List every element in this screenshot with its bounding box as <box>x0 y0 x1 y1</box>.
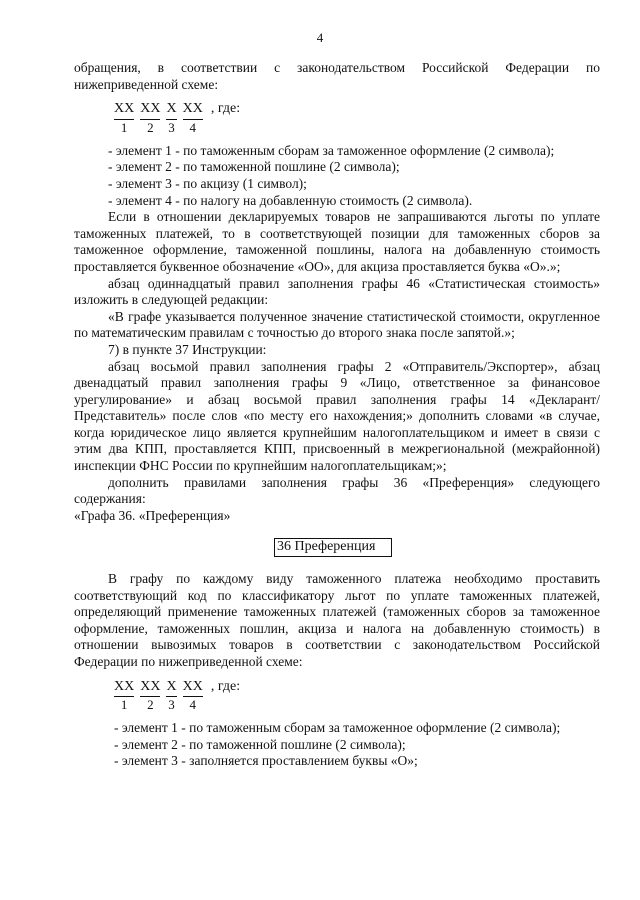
paragraph: 7) в пункте 37 Инструкции: <box>108 341 267 357</box>
schema-number: 2 <box>140 119 160 135</box>
list-item: - элемент 4 - по налогу на добавленную стоимость (2 символа). <box>108 192 473 208</box>
schema-tail: , где: <box>210 101 241 117</box>
list-item: - элемент 2 - по таможенной пошлине (2 символа); <box>114 736 406 752</box>
list-item: - элемент 3 - по акцизу (1 символ); <box>108 175 307 191</box>
schema-code: ХХ <box>114 678 135 694</box>
schema-number: 4 <box>183 696 203 712</box>
schema-segment <box>114 679 134 713</box>
schema-tail: , где: <box>210 678 241 694</box>
paragraph: дополнить правилами заполнения графы 36 «Преференция» следующего содержания: <box>74 474 600 507</box>
paragraph: В графу по каждому виду таможенного платежа необходимо проставить соответствующий код по классификатору льгот по уплате таможенных платежей, определяющий применение таможенных платежей (таможенных сборов за таможенное оформление, таможенных пошлин, акциза и налога на добавленную стоимость) в отношении вывозимых товаров в соответствии с законодательством Российской Федерации по нижеприведенной схеме: <box>74 571 600 669</box>
list-item: - элемент 1 - по таможенным сборам за таможенное оформление (2 символа); <box>108 142 555 158</box>
schema-code: Х <box>166 678 177 694</box>
paragraph: абзац восьмой правил заполнения графы 2 «Отправитель/Экспортер», абзац двенадцатый правил заполнения графы 9 «Лицо, ответственное за финансовое урегулирование» и абзац восьмой правил заполнения графы 14 «Декларант/Представитель» после слов «по месту его нахождения;» дополнить словами «в случае, когда юридическое лицо является крупнейшим налогоплательщиком и имеет в связи с этим два КПП, проставляется КПП, присвоенный в межрегиональной (межрайонной) инспекции ФНС России по крупнейшим налогоплательщикам;»; <box>74 358 600 474</box>
page-number: 4 <box>316 30 324 45</box>
schema-segment <box>166 101 176 135</box>
schema-code: ХХ <box>140 101 161 117</box>
schema-code: ХХ <box>114 101 135 117</box>
code-schema <box>114 101 240 135</box>
list-item: - элемент 2 - по таможенной пошлине (2 символа); <box>108 159 400 175</box>
schema-code: ХХ <box>140 678 161 694</box>
paragraph: Если в отношении декларируемых товаров не запрашиваются льготы по уплате таможенных платежей, то в соответствующей позиции для таможенных сборов за таможенное оформление, таможенной пошлины, налога на добавленную стоимость проставляется буквенное обозначение «ОО», для акциза проставляется буква «О».»; <box>74 209 600 274</box>
list-item: - элемент 3 - заполняется проставлением буквы «О»; <box>114 753 418 769</box>
schema-code: Х <box>166 101 177 117</box>
code-schema <box>114 679 240 713</box>
paragraph: «В графе указывается полученное значение статистической стоимости, округленное по математическим правилам с точностью до второго знака после запятой.»; <box>74 308 600 341</box>
paragraph: обращения, в соответствии с законодательством Российской Федерации по нижеприведенной схеме: <box>74 60 600 92</box>
schema-number: 1 <box>114 119 134 135</box>
schema-segment <box>166 679 176 713</box>
schema-number: 1 <box>114 696 134 712</box>
element-list <box>74 720 600 770</box>
paragraph: «Графа 36. «Преференция» <box>74 507 231 523</box>
element-list <box>74 143 600 209</box>
schema-segment <box>183 679 203 713</box>
schema-segment <box>140 101 160 135</box>
schema-number: 2 <box>140 696 160 712</box>
schema-segment <box>183 101 203 135</box>
schema-code: ХХ <box>182 678 203 694</box>
schema-code: ХХ <box>182 101 203 117</box>
schema-number: 3 <box>168 697 175 713</box>
schema-segment <box>114 101 134 135</box>
schema-segment <box>140 679 160 713</box>
schema-number: 3 <box>168 119 175 135</box>
list-item: - элемент 1 - по таможенным сборам за таможенное оформление (2 символа); <box>114 720 561 736</box>
document-body <box>74 60 600 770</box>
box-heading: 36 Преференция <box>274 538 392 557</box>
schema-number: 4 <box>183 119 203 135</box>
paragraph: абзац одиннадцатый правил заполнения графы 46 «Статистическая стоимость» изложить в следующей редакции: <box>74 275 600 308</box>
